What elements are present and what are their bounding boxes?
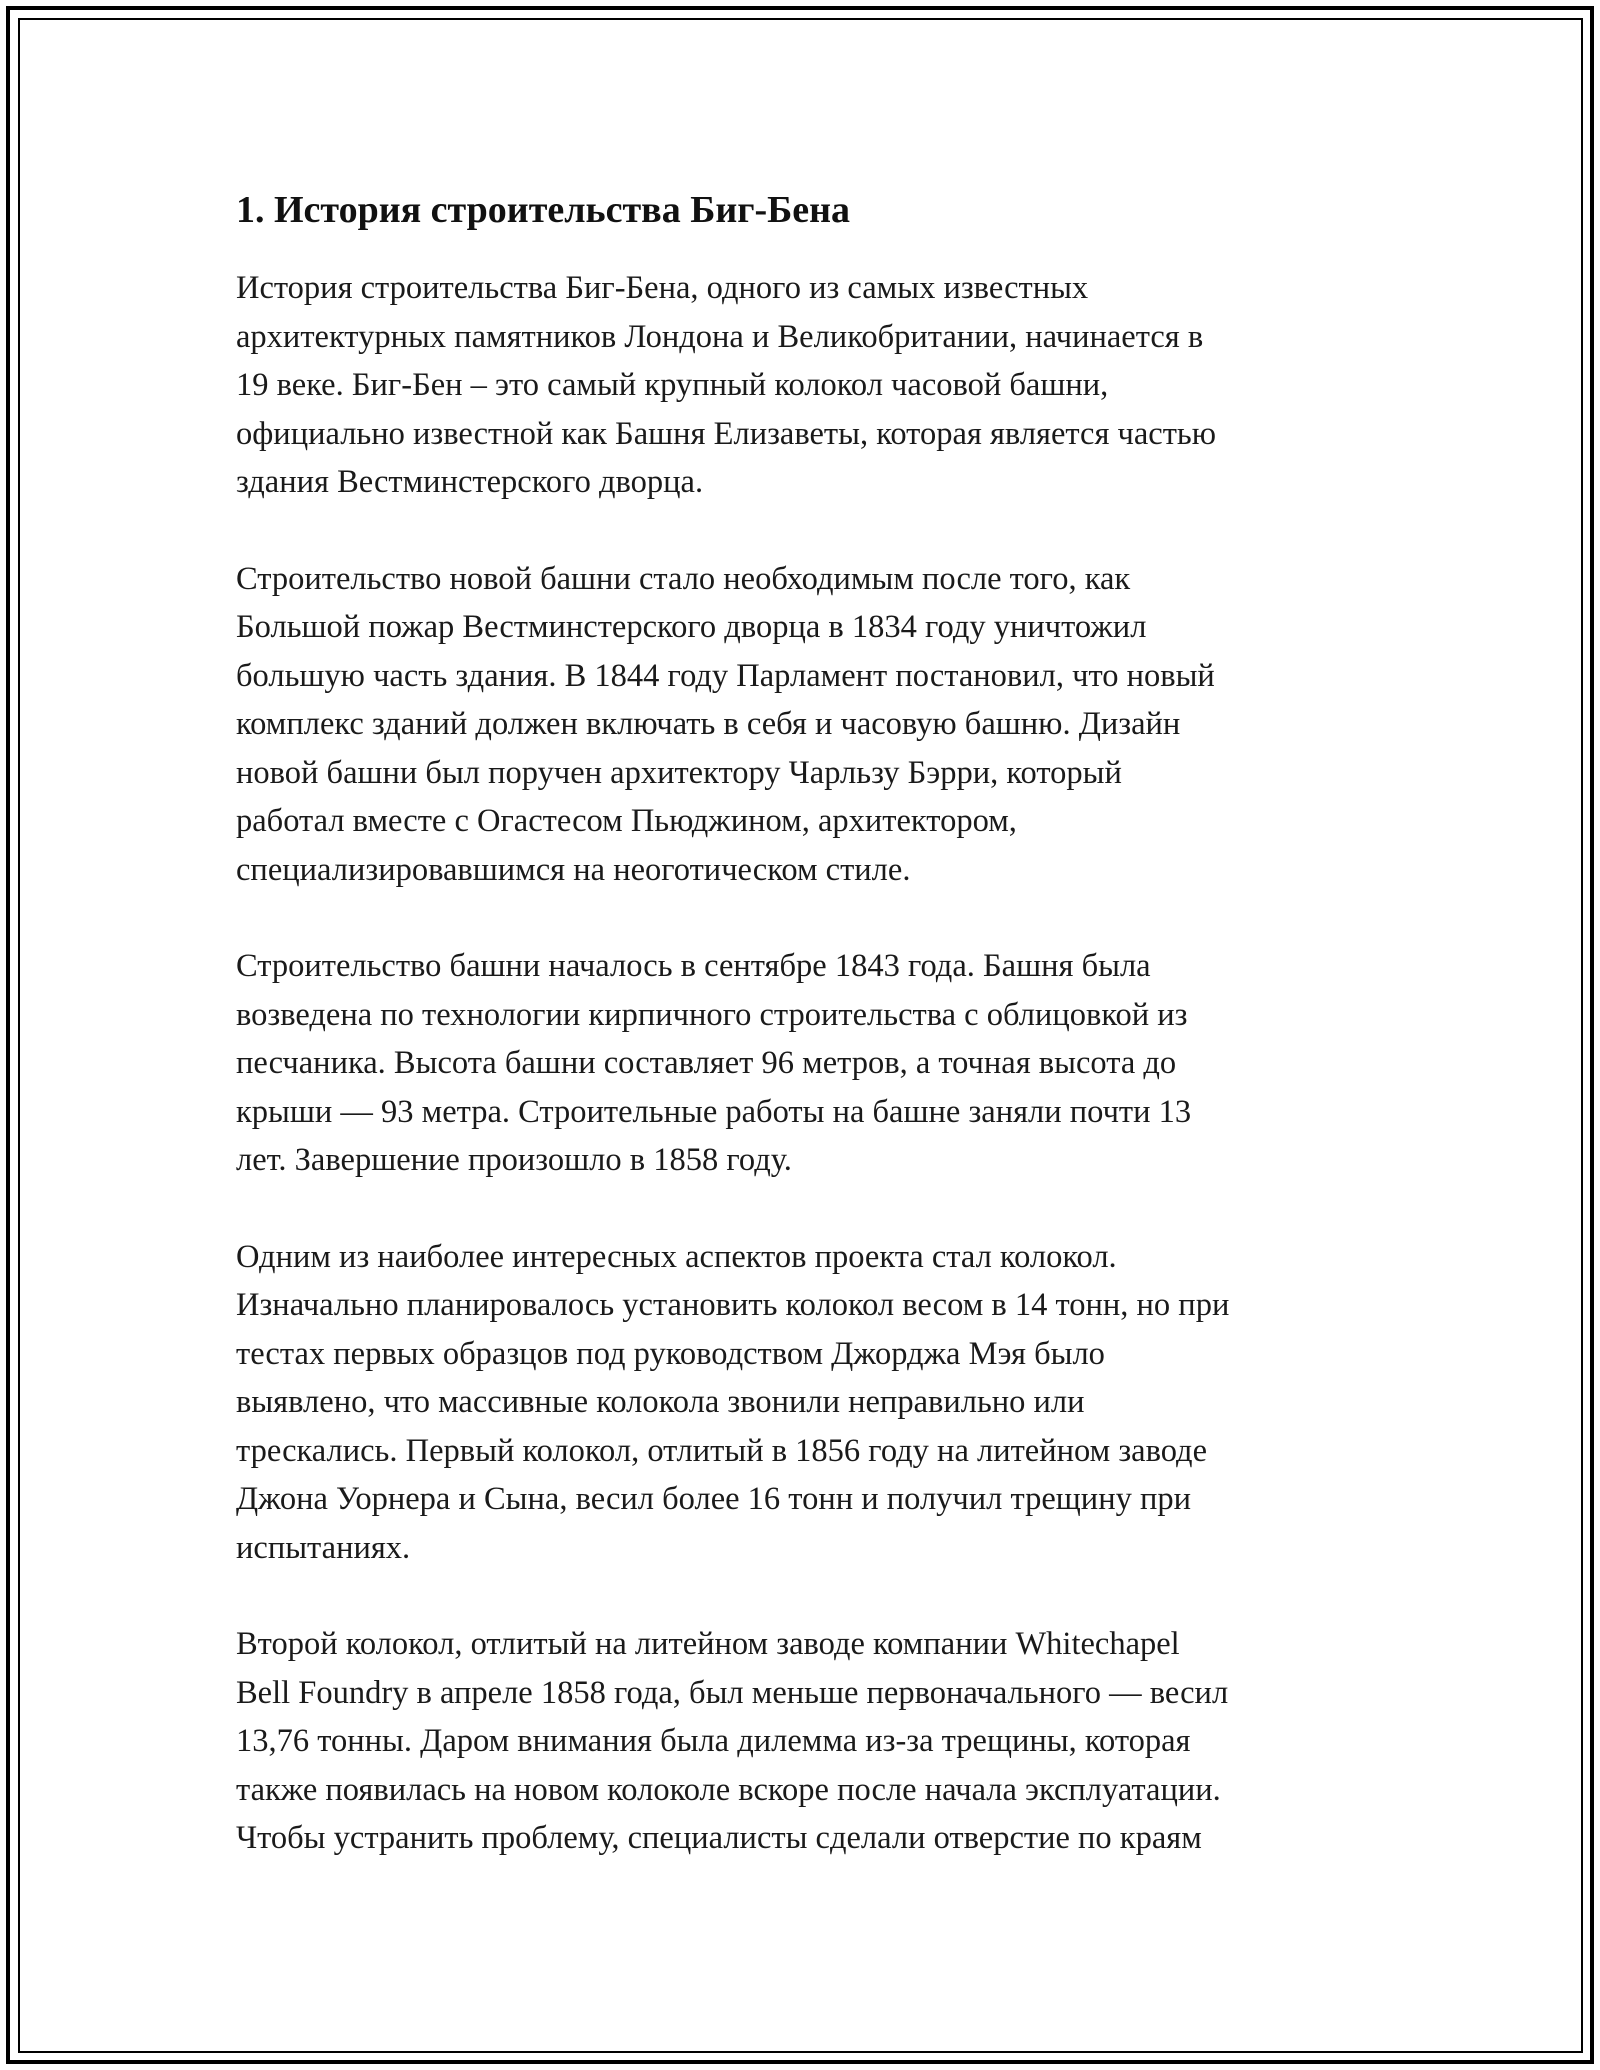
- text-line: работал вместе с Огастесом Пьюджином, архитектором,: [236, 803, 1017, 839]
- text-line: официально известной как Башня Елизаветы, которая является частью: [236, 415, 1217, 452]
- text-line: Изначально планировалось установить колокол весом в 14 тонн, но при: [236, 1287, 1230, 1323]
- text-line: Bell Foundry в апреле 1858 года, был меньше первоначального — весил: [236, 1674, 1229, 1711]
- text-line: Большой пожар Вестминстерского дворца в 1834 году уничтожил: [236, 609, 1147, 645]
- paragraph-1: [236, 264, 1376, 507]
- text-line: песчаника. Высота башни составляет 96 метров, а точная высота до: [236, 1045, 1177, 1081]
- text-line: Одним из наиболее интересных аспектов проекта стал колокол.: [236, 1238, 1117, 1275]
- text-line: Строительство новой башни стало необходимым после того, как: [236, 560, 1131, 597]
- text-line: возведена по технологии кирпичного строительства с облицовкой из: [236, 996, 1188, 1033]
- text-line: также появилась на новом колоколе вскоре после начала эксплуатации.: [236, 1771, 1221, 1808]
- paragraph-4: [236, 1233, 1376, 1573]
- text-line: крыши — 93 метра. Строительные работы на башне заняли почти 13: [236, 1093, 1192, 1130]
- document-body: [236, 186, 1376, 1911]
- text-line: выявлено, что массивные колокола звонили неправильно или: [236, 1384, 1085, 1420]
- paragraph-5: [236, 1620, 1376, 1863]
- text-line: новой башни был поручен архитектору Чарльзу Бэрри, который: [236, 754, 1122, 791]
- text-line: 13,76 тонны. Даром внимания была дилемма из-за трещины, которая: [236, 1723, 1191, 1759]
- text-line: здания Вестминстерского дворца.: [236, 464, 704, 500]
- text-line: Второй колокол, отлитый на литейном заводе компании Whitechapel: [236, 1626, 1180, 1662]
- text-line: испытаниях.: [236, 1529, 411, 1566]
- text-line: тестах первых образцов под руководством Джорджа Мэя было: [236, 1335, 1105, 1372]
- paragraph-3: [236, 942, 1376, 1185]
- text-line: Строительство башни началось в сентябре 1843 года. Башня была: [236, 948, 1151, 984]
- text-line: 19 веке. Биг-Бен – это самый крупный колокол часовой башни,: [236, 367, 1109, 403]
- text-line: История строительства Биг-Бена, одного из самых известных: [236, 270, 1089, 306]
- text-line: комплекс зданий должен включать в себя и часовую башню. Дизайн: [236, 706, 1181, 742]
- text-line: лет. Завершение произошло в 1858 году.: [236, 1142, 792, 1178]
- section-heading: 1. История строительства Биг-Бена: [236, 189, 851, 231]
- text-line: Джона Уорнера и Сына, весил более 16 тонн и получил трещину при: [236, 1481, 1192, 1517]
- text-line: специализировавшимся на неоготическом стиле.: [236, 851, 911, 888]
- text-line: Чтобы устранить проблему, специалисты сделали отверстие по краям: [236, 1820, 1202, 1856]
- text-line: большую часть здания. В 1844 году Парламент постановил, что новый: [236, 657, 1215, 694]
- text-line: архитектурных памятников Лондона и Великобритании, начинается в: [236, 318, 1204, 355]
- paragraph-2: [236, 555, 1376, 895]
- text-line: трескались. Первый колокол, отлитый в 1856 году на литейном заводе: [236, 1432, 1208, 1469]
